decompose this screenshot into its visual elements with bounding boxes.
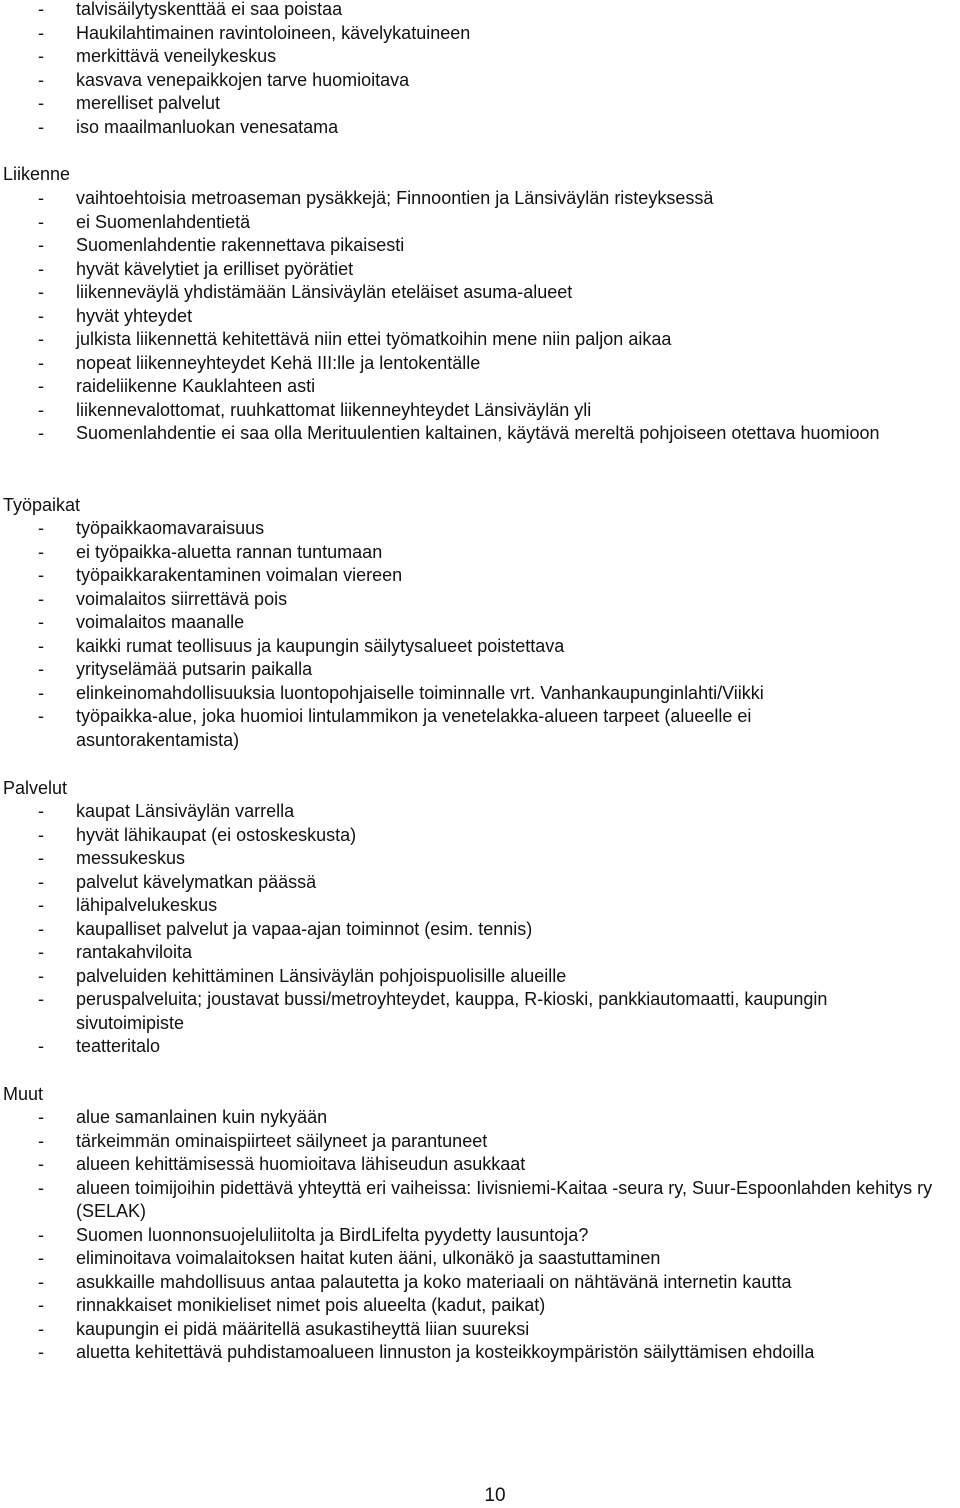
- list-item: [0, 988, 960, 1035]
- list-dash: -: [38, 93, 44, 113]
- list-item: [0, 588, 960, 612]
- list-item: [0, 211, 960, 235]
- list-dash: -: [38, 399, 44, 420]
- list-item: [0, 399, 960, 423]
- list-item-text: peruspalveluita; joustavat bussi/metroyhteydet, kauppa, R-kioski, pankkiautomaatti, kaupungin sivutoimipiste: [76, 989, 828, 1033]
- liikenne-list: [0, 187, 960, 446]
- list-item: [0, 564, 960, 588]
- list-item-text: merkittävä veneilykeskus: [76, 46, 277, 66]
- list-item: [0, 1153, 960, 1177]
- list-dash: -: [38, 965, 44, 986]
- list-dash: -: [38, 824, 44, 845]
- list-item: [0, 1271, 960, 1295]
- list-item: [0, 234, 960, 258]
- list-dash: -: [38, 376, 44, 396]
- list-item: [0, 422, 960, 446]
- list-dash: -: [38, 188, 44, 208]
- list-item: [0, 352, 960, 376]
- list-dash: -: [38, 1177, 44, 1198]
- intro-list: [0, 0, 960, 139]
- list-dash: -: [38, 989, 44, 1009]
- list-item: [0, 965, 960, 989]
- list-dash: -: [38, 258, 44, 279]
- list-item: [0, 847, 960, 871]
- list-item: [0, 894, 960, 918]
- list-item: [0, 611, 960, 635]
- list-item: [0, 92, 960, 116]
- list-dash: -: [38, 541, 44, 562]
- list-item-text: talvisäilytyskenttää ei saa poistaa: [76, 0, 343, 19]
- list-item-text: kaikki rumat teollisuus ja kaupungin säilytysalueet poistettava: [76, 635, 565, 656]
- list-item: [0, 1247, 960, 1271]
- list-dash: -: [38, 871, 44, 892]
- section-heading-liikenne: Liikenne: [3, 164, 71, 184]
- list-item-text: kaupat Länsiväylän varrella: [76, 801, 295, 821]
- list-item: [0, 1341, 960, 1365]
- list-item: [0, 328, 960, 352]
- list-item: [0, 871, 960, 895]
- list-item: [0, 800, 960, 824]
- list-dash: -: [38, 46, 44, 66]
- list-item-text: työpaikka-alue, joka huomioi lintulammikon ja venetelakka-alueen tarpeet (alueelle ei asuntorakentamista): [76, 706, 752, 750]
- list-dash: -: [38, 588, 44, 609]
- list-item: [0, 824, 960, 848]
- list-item: [0, 682, 960, 706]
- list-dash: -: [38, 942, 44, 962]
- list-dash: -: [38, 659, 44, 679]
- list-item-text: työpaikkarakentaminen voimalan viereen: [76, 565, 403, 585]
- list-item-text: ei Suomenlahdentietä: [76, 211, 251, 232]
- list-item: [0, 69, 960, 93]
- list-dash: -: [38, 682, 44, 703]
- list-item-text: Suomenlahdentie ei saa olla Merituulentien kaltainen, käytävä mereltä pohjoiseen otettava huomioon: [76, 423, 880, 443]
- list-item-text: merelliset palvelut: [76, 93, 221, 113]
- muut-list: [0, 1106, 960, 1365]
- section-heading-palvelut: Palvelut: [3, 778, 68, 798]
- list-item-text: voimalaitos maanalle: [76, 612, 245, 632]
- list-item: [0, 281, 960, 305]
- list-dash: -: [38, 1295, 44, 1315]
- list-dash: -: [38, 423, 44, 443]
- list-item: [0, 658, 960, 682]
- list-dash: -: [38, 352, 44, 373]
- list-item-text: ei työpaikka-aluetta rannan tuntumaan: [76, 541, 383, 562]
- list-dash: -: [38, 116, 44, 137]
- list-item-text: tärkeimmän ominaispiirteet säilyneet ja parantuneet: [76, 1130, 488, 1151]
- list-item-text: liikennevalottomat, ruuhkattomat liikenneyhteydet Länsiväylän yli: [76, 399, 592, 420]
- list-item: [0, 541, 960, 565]
- list-item-text: Suomenlahdentie rakennettava pikaisesti: [76, 235, 405, 255]
- section-heading-tyopaikat: Työpaikat: [3, 495, 81, 515]
- list-item-text: yrityselämää putsarin paikalla: [76, 659, 313, 679]
- list-dash: -: [38, 801, 44, 821]
- list-item-text: rantakahviloita: [76, 942, 193, 962]
- list-item-text: aluetta kehitettävä puhdistamoalueen linnuston ja kosteikkoympäristön säilyttämisen ehdoilla: [76, 1342, 815, 1362]
- list-item: [0, 116, 960, 140]
- list-dash: -: [38, 518, 44, 538]
- list-item-text: alueen toimijoihin pidettävä yhteyttä eri vaiheissa: Iivisniemi-Kaitaa -seura ry, Suur-Espoonlahden kehitys ry (SELAK): [76, 1177, 933, 1221]
- list-dash: -: [38, 918, 44, 939]
- list-item-text: kasvava venepaikkojen tarve huomioitava: [76, 69, 410, 90]
- list-item: [0, 45, 960, 69]
- list-item-text: eliminoitava voimalaitoksen haitat kuten ääni, ulkonäkö ja saastuttaminen: [76, 1248, 661, 1268]
- list-item: [0, 1318, 960, 1342]
- list-item-text: Suomen luonnonsuojeluliitolta ja BirdLifelta pyydetty lausuntoja?: [76, 1224, 589, 1245]
- list-dash: -: [38, 1318, 44, 1339]
- list-item: [0, 1130, 960, 1154]
- list-dash: -: [38, 1130, 44, 1151]
- list-item-text: kaupalliset palvelut ja vapaa-ajan toiminnot (esim. tennis): [76, 918, 533, 939]
- list-item: [0, 1224, 960, 1248]
- list-dash: -: [38, 1224, 44, 1245]
- list-item: [0, 1177, 960, 1224]
- list-dash: -: [38, 1248, 44, 1268]
- list-item-text: messukeskus: [76, 848, 186, 868]
- list-item-text: alueen kehittämisessä huomioitava lähiseudun asukkaat: [76, 1154, 526, 1174]
- list-dash: -: [38, 329, 44, 349]
- list-dash: -: [38, 635, 44, 656]
- list-item-text: palvelut kävelymatkan päässä: [76, 871, 317, 892]
- list-item-text: raideliikenne Kauklahteen asti: [76, 376, 316, 396]
- list-item-text: voimalaitos siirrettävä pois: [76, 588, 288, 609]
- list-item: [0, 305, 960, 329]
- list-dash: -: [38, 612, 44, 632]
- list-dash: -: [38, 211, 44, 232]
- section-heading-muut: Muut: [3, 1084, 44, 1104]
- list-item: [0, 918, 960, 942]
- list-item: [0, 941, 960, 965]
- list-item-text: hyvät kävelytiet ja erilliset pyörätiet: [76, 258, 354, 279]
- list-dash: -: [38, 235, 44, 255]
- list-dash: -: [38, 305, 44, 326]
- list-item-text: palveluiden kehittäminen Länsiväylän pohjoispuolisille alueille: [76, 965, 567, 986]
- list-item-text: iso maailmanluokan venesatama: [76, 116, 339, 137]
- list-item-text: elinkeinomahdollisuuksia luontopohjaiselle toiminnalle vrt. Vanhankaupunginlahti/Viikki: [76, 682, 764, 703]
- palvelut-list: [0, 800, 960, 1059]
- list-dash: -: [38, 1107, 44, 1127]
- list-item-text: alue samanlainen kuin nykyään: [76, 1107, 328, 1127]
- list-item: [0, 635, 960, 659]
- list-item-text: vaihtoehtoisia metroaseman pysäkkejä; Finnoontien ja Länsiväylän risteyksessä: [76, 188, 714, 208]
- list-item-text: hyvät yhteydet: [76, 305, 193, 326]
- list-dash: -: [38, 1036, 44, 1056]
- list-item-text: työpaikkaomavaraisuus: [76, 518, 265, 538]
- page-number: 10: [484, 1485, 506, 1506]
- list-dash: -: [38, 69, 44, 90]
- list-item-text: kaupungin ei pidä määritellä asukastiheyttä liian suureksi: [76, 1318, 530, 1339]
- list-item: [0, 1294, 960, 1318]
- list-item: [0, 375, 960, 399]
- list-item-text: nopeat liikenneyhteydet Kehä III:lle ja lentokentälle: [76, 352, 481, 373]
- list-dash: -: [38, 0, 44, 19]
- list-item-text: liikenneväylä yhdistämään Länsiväylän eteläiset asuma-alueet: [76, 282, 573, 302]
- list-dash: -: [38, 22, 44, 43]
- list-item-text: asukkaille mahdollisuus antaa palautetta ja koko materiaali on nähtävänä internetin kautta: [76, 1271, 792, 1292]
- list-dash: -: [38, 565, 44, 585]
- list-item-text: teatteritalo: [76, 1036, 161, 1056]
- list-item: [0, 705, 960, 752]
- list-item: [0, 1106, 960, 1130]
- list-item-text: rinnakkaiset monikieliset nimet pois alueelta (kadut, paikat): [76, 1295, 546, 1315]
- list-item: [0, 0, 960, 22]
- list-dash: -: [38, 848, 44, 868]
- list-item: [0, 22, 960, 46]
- list-item: [0, 187, 960, 211]
- list-item-text: Haukilahtimainen ravintoloineen, kävelykatuineen: [76, 22, 471, 43]
- list-dash: -: [38, 1154, 44, 1174]
- list-dash: -: [38, 706, 44, 726]
- list-dash: -: [38, 1342, 44, 1362]
- list-dash: -: [38, 282, 44, 302]
- list-dash: -: [38, 895, 44, 915]
- list-item: [0, 1035, 960, 1059]
- list-item-text: julkista liikennettä kehitettävä niin ettei työmatkoihin mene niin paljon aikaa: [76, 329, 672, 349]
- tyopaikat-list: [0, 517, 960, 752]
- list-item: [0, 258, 960, 282]
- list-item-text: lähipalvelukeskus: [76, 895, 218, 915]
- list-dash: -: [38, 1271, 44, 1292]
- list-item-text: hyvät lähikaupat (ei ostoskeskusta): [76, 824, 357, 845]
- list-item: [0, 517, 960, 541]
